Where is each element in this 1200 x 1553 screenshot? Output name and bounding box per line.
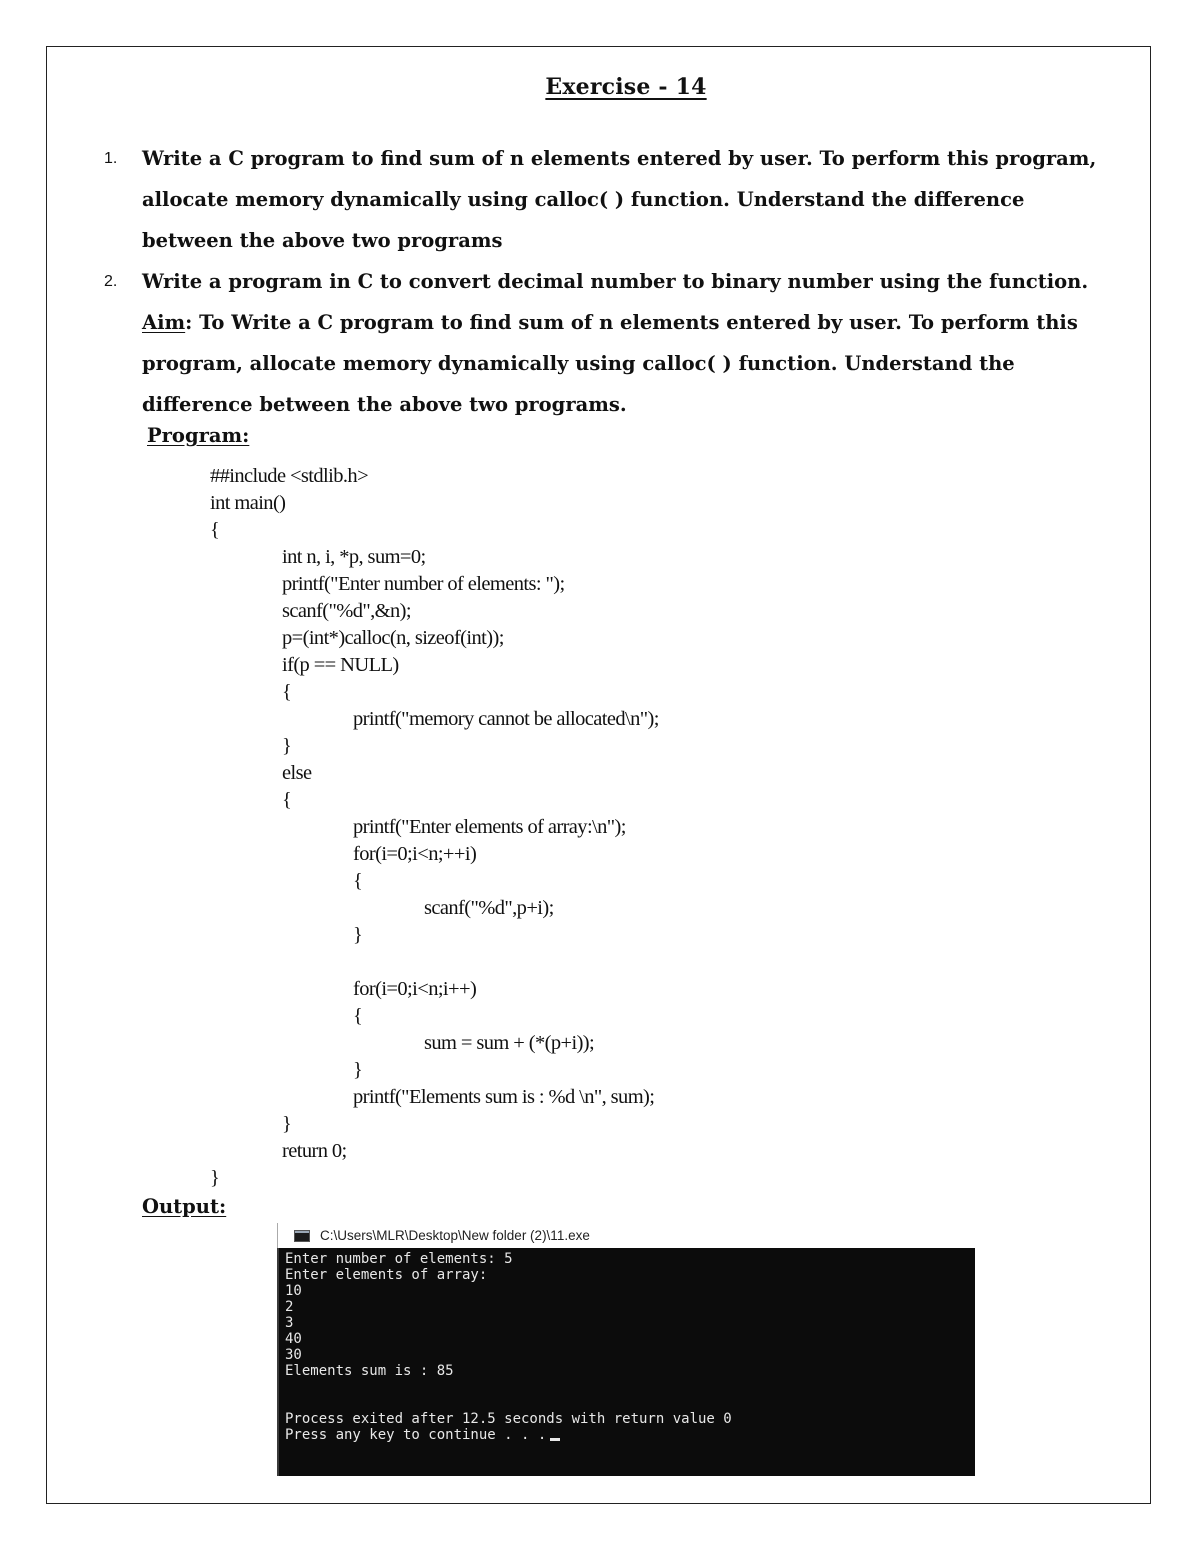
program-heading: Program:	[147, 424, 250, 447]
code-line: printf("memory cannot be allocated\n");	[353, 708, 659, 730]
code-line: {	[282, 681, 292, 703]
code-line: p=(int*)calloc(n, sizeof(int));	[282, 627, 504, 649]
code-line: sum = sum + (*(p+i));	[424, 1032, 595, 1054]
code-line: }	[282, 735, 292, 757]
console-line	[285, 1395, 975, 1411]
aim-text: : To Write a C program to find sum of n elements entered by user. To perform this program, allocate memory dynamically using calloc( ) function. Understand the difference between the above two programs.	[142, 311, 1078, 416]
console-title: C:\Users\MLR\Desktop\New folder (2)\11.exe	[320, 1228, 590, 1243]
code-line: {	[353, 870, 363, 892]
question-text: Write a program in C to convert decimal number to binary number using the function.	[142, 270, 1089, 293]
code-line: for(i=0;i<n;++i)	[353, 843, 477, 865]
console-app-icon	[294, 1230, 310, 1242]
console-line: 3	[285, 1315, 294, 1331]
code-line: }	[353, 924, 363, 946]
code-line: if(p == NULL)	[282, 654, 399, 676]
question-item	[104, 138, 1114, 261]
console-line: Process exited after 12.5 seconds with return value 0	[285, 1411, 732, 1427]
console-cursor	[550, 1438, 560, 1441]
code-line: }	[210, 1167, 220, 1189]
question-text: Write a C program to find sum of n elements entered by user. To perform this program, allocate memory dynamically using calloc( ) function. Understand the difference between the above two programs	[142, 147, 1097, 252]
code-line	[210, 949, 659, 976]
code-line: int main()	[210, 492, 286, 514]
code-line: {	[353, 1005, 363, 1027]
console-line: Elements sum is : 85	[285, 1363, 454, 1379]
code-line: for(i=0;i<n;i++)	[353, 978, 477, 1000]
question-list	[104, 138, 1114, 425]
code-line: {	[282, 789, 292, 811]
code-block	[210, 463, 659, 1192]
console-titlebar	[277, 1223, 975, 1248]
console-line	[285, 1379, 975, 1395]
code-line: scanf("%d",p+i);	[424, 897, 554, 919]
question-item	[104, 261, 1114, 425]
console-line: Enter elements of array:	[285, 1267, 488, 1283]
code-line: int n, i, *p, sum=0;	[282, 546, 426, 568]
code-line: }	[282, 1113, 292, 1135]
console-line: Enter number of elements: 5	[285, 1251, 513, 1267]
question-number: 1.	[104, 150, 118, 167]
console-line: 2	[285, 1299, 294, 1315]
code-line: {	[210, 519, 220, 541]
console-line: 40	[285, 1331, 302, 1347]
code-line: ##include <stdlib.h>	[210, 465, 369, 487]
page-title: Exercise - 14	[545, 74, 707, 100]
code-line: printf("Enter number of elements: ");	[282, 573, 565, 595]
code-line: else	[282, 762, 312, 784]
console-line: 10	[285, 1283, 302, 1299]
code-line: }	[353, 1059, 363, 1081]
console-window	[277, 1223, 975, 1476]
aim-paragraph	[142, 302, 1114, 425]
output-heading: Output:	[142, 1195, 227, 1218]
console-line: Press any key to continue . . .	[285, 1427, 547, 1443]
question-number: 2.	[104, 273, 118, 290]
console-line: 30	[285, 1347, 302, 1363]
code-line: printf("Elements sum is : %d \n", sum);	[353, 1086, 655, 1108]
code-line: scanf("%d",&n);	[282, 600, 411, 622]
aim-label: Aim	[142, 311, 186, 334]
console-output	[277, 1248, 975, 1476]
code-line: printf("Enter elements of array:\n");	[353, 816, 626, 838]
console-line-last	[285, 1427, 975, 1443]
code-line: return 0;	[282, 1140, 347, 1162]
